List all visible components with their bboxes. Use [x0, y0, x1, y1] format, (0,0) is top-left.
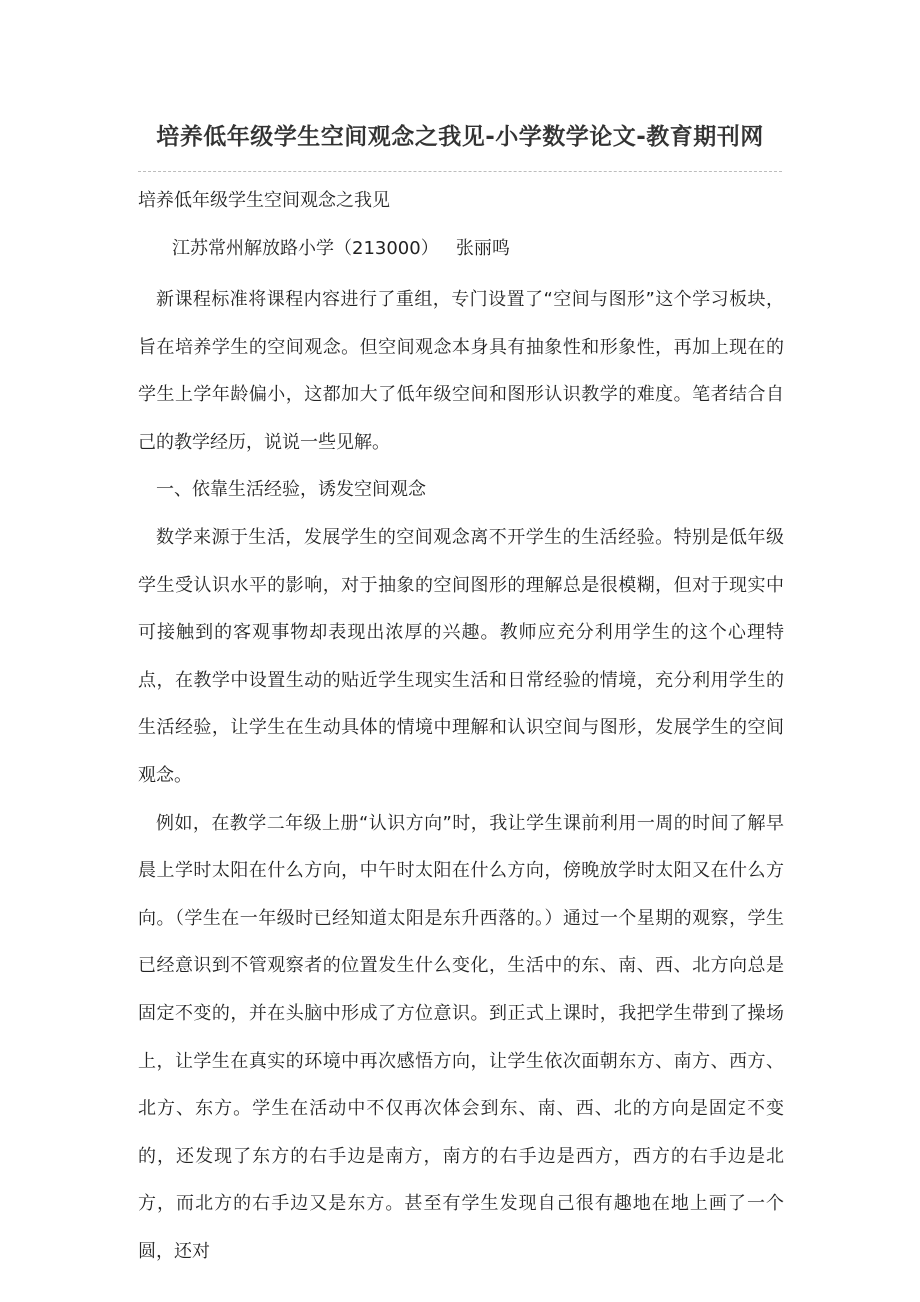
page-title: 培养低年级学生空间观念之我见-小学数学论文-教育期刊网 [156, 124, 764, 150]
paragraph: 例如，在教学二年级上册“认识方向”时，我让学生课前利用一周的时间了解早晨上学时太阳在什么方向，中午时太阳在什么方向，傍晚放学时太阳又在什么方向。（学生在一年级时已经知道太阳是东升西落的。）通过一个星期的观察，学生已经意识到不管观察者的位置发生什么变化，生活中的东、南、西、北方向总是固定不变的，并在头脑中形成了方位意识。到正式上课时，我把学生带到了操场上，让学生在真实的环境中再次感悟方向，让学生依次面朝东方、南方、西方、北方、东方。学生在活动中不仅再次体会到东、南、西、北的方向是固定不变的，还发现了东方的右手边是南方，南方的右手边是西方，西方的右手边是北方，而北方的右手边又是东方。甚至有学生发现自己很有趣地在地上画了一个圆，还对 [138, 812, 784, 1262]
paragraph: 新课程标准将课程内容进行了重组，专门设置了“空间与图形”这个学习板块，旨在培养学生的空间观念。但空间观念本身具有抽象性和形象性，再加上现在的学生上学年龄偏小，这都加大了低年级空间和图形认识教学的难度。笔者结合自己的教学经历，说说一些见解。 [138, 289, 784, 453]
article-subtitle: 培养低年级学生空间观念之我见 [138, 190, 390, 211]
section-heading: 一、依靠生活经验，诱发空间观念 [156, 479, 426, 501]
author-byline: 江苏常州解放路小学（213000） 张丽鸣 [172, 238, 510, 259]
title-divider [138, 171, 782, 172]
paragraph: 数学来源于生活，发展学生的空间观念离不开学生的生活经验。特别是低年级学生受认识水平的影响，对于抽象的空间图形的理解总是很模糊，但对于现实中可接触到的客观事物却表现出浓厚的兴趣。教师应充分利用学生的这个心理特点，在教学中设置生动的贴近学生现实生活和日常经验的情境，充分利用学生的生活经验，让学生在生动具体的情境中理解和认识空间与图形，发展学生的空间观念。 [138, 526, 784, 786]
article-body [138, 276, 784, 1275]
